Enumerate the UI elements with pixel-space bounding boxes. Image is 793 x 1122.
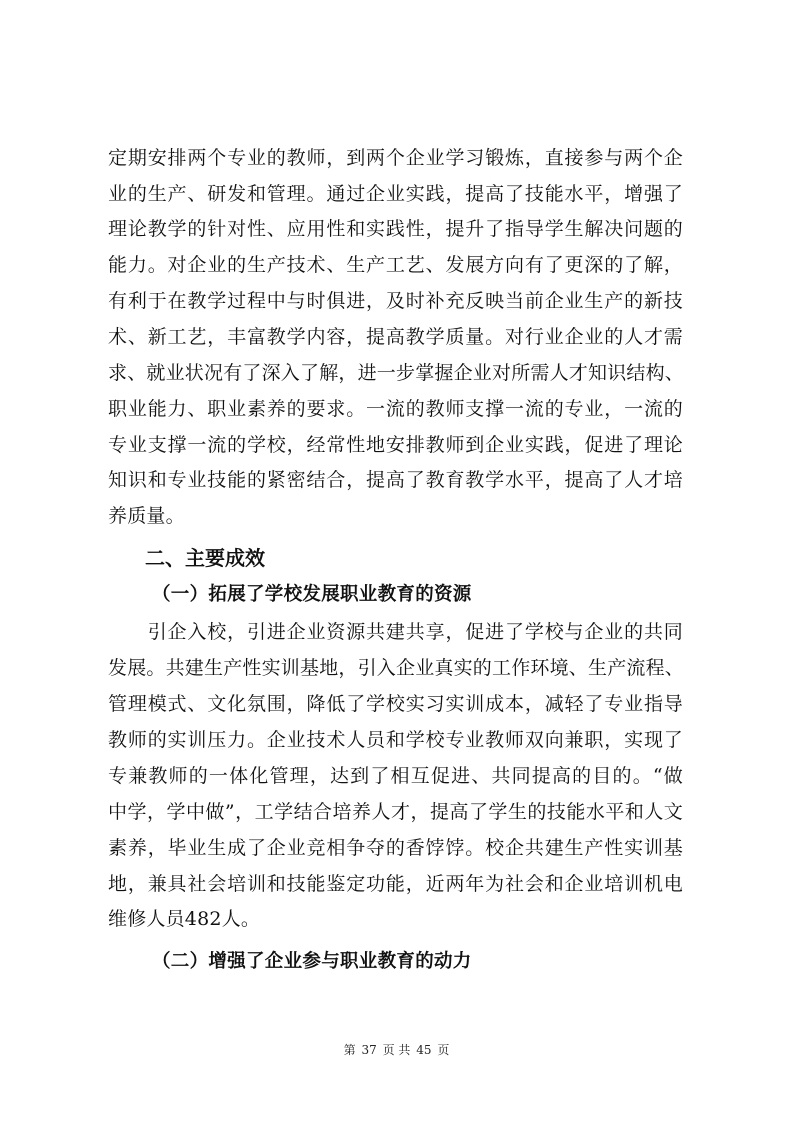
text-line: 引企入校，引进企业资源共建共享，促进了学校与企业的共同 — [108, 621, 683, 643]
text-line: 能力。对企业的生产技术、生产工艺、发展方向有了更深的了解， — [108, 254, 683, 276]
text-line: 养质量。 — [108, 505, 185, 527]
text-line: 求、就业状况有了深入了解，进一步掌握企业对所需人才知识结构、 — [108, 362, 685, 384]
text-line: 发展。共建生产性实训基地，引入企业真实的工作环境、生产流程、 — [108, 657, 685, 679]
text-line: 地，兼具社会培训和技能鉴定功能，近两年为社会和企业培训机电 — [108, 873, 683, 895]
text-line: 知识和专业技能的紧密结合，提高了教育教学水平，提高了人才培 — [108, 469, 683, 491]
page-number: 37 — [361, 1043, 377, 1057]
text-line: 业的生产、研发和管理。通过企业实践，提高了技能水平，增强了 — [108, 183, 683, 205]
section-heading: 二、主要成效 — [145, 546, 265, 570]
footer-middle: 页 共 — [382, 1043, 411, 1057]
footer-suffix: 页 — [437, 1043, 450, 1057]
text-line: 职业能力、职业素养的要求。一流的教师支撑一流的专业，一流的 — [108, 398, 683, 420]
text-line: 理论教学的针对性、应用性和实践性，提升了指导学生解决问题的 — [108, 218, 683, 240]
footer-prefix: 第 — [343, 1043, 356, 1057]
text-line: 专业支撑一流的学校，经常性地安排教师到企业实践，促进了理论 — [108, 434, 683, 456]
text-line: 教师的实训压力。企业技术人员和学校专业教师双向兼职，实现了 — [108, 729, 683, 751]
total-pages: 45 — [416, 1043, 432, 1057]
text-line: 素养，毕业生成了企业竞相争夺的香饽饽。校企共建生产性实训基 — [108, 837, 683, 859]
text-line: 管理模式、文化氛围，降低了学校实习实训成本，减轻了专业指导 — [108, 693, 683, 715]
text-line: 中学，学中做”，工学结合培养人才，提高了学生的技能水平和人文 — [108, 801, 683, 823]
text-line: 术、新工艺，丰富教学内容，提高教学质量。对行业企业的人才需 — [108, 326, 683, 348]
text-line: 定期安排两个专业的教师，到两个企业学习锻炼，直接参与两个企 — [108, 147, 683, 169]
text-line: 专兼教师的一体化管理，达到了相互促进、共同提高的目的。“做 — [108, 765, 683, 787]
subsection-heading: （二）增强了企业参与职业教育的动力 — [152, 951, 472, 972]
subsection-heading: （一）拓展了学校发展职业教育的资源 — [152, 584, 472, 605]
text-line: 维修人员482人。 — [108, 908, 261, 930]
text-line: 有利于在教学过程中与时俱进，及时补充反映当前企业生产的新技 — [108, 290, 683, 312]
page-footer — [0, 1042, 793, 1058]
